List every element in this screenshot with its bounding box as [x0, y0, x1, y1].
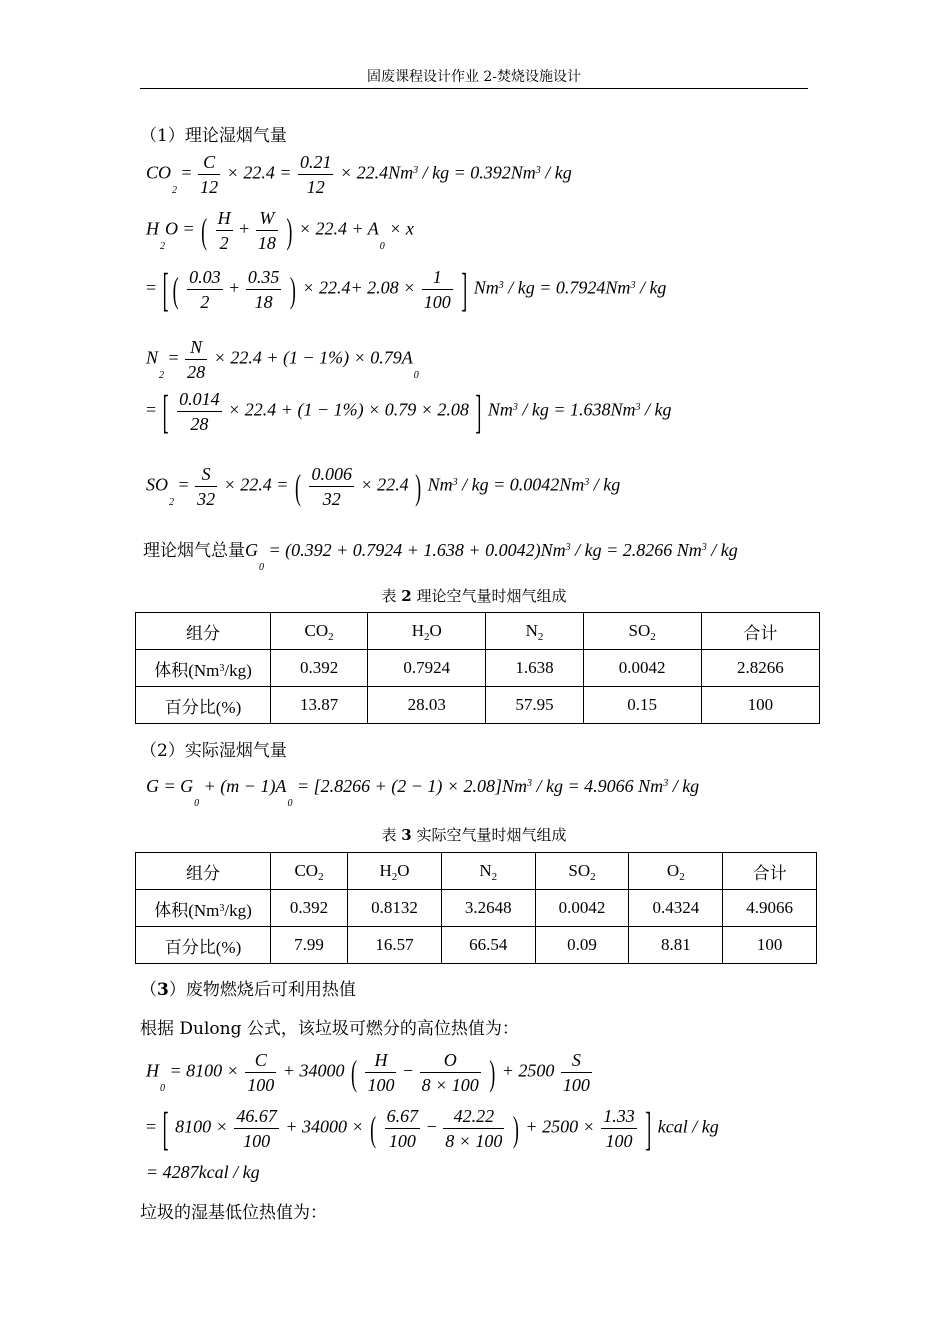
- eq-h0-result: = 4287kcal / kg: [146, 1162, 260, 1182]
- eq-so2: $SO_2$ = $\frac{S}{32}$ × 22.4 = ( $\frac{0.006}{32}$ × 22.4 ) Nm$^3$ / kg = $0.0042Nm^3$ / kg: [146, 464, 621, 509]
- table-cell: 100: [723, 927, 817, 964]
- table-cell: 0.8132: [348, 890, 442, 927]
- table-cell: 0.7924: [368, 650, 486, 687]
- table-row: [136, 687, 820, 724]
- table-cell: 1.638: [486, 650, 583, 687]
- table2-h-component: 组分: [136, 613, 271, 650]
- eq-h0: $H_0 = 8100$ × $\frac{C}{100}$ + 34000 ( $\frac{H}{100}$ − $\frac{O}{8 \times 100}$ ) + 2500 $\frac{S}{100}$: [146, 1050, 590, 1095]
- table-cell: 4.9066: [723, 890, 817, 927]
- table-cell: 16.57: [348, 927, 442, 964]
- table-cell: 28.03: [368, 687, 486, 724]
- table-row: [136, 613, 820, 650]
- section2-title: （2）实际湿烟气量: [140, 741, 287, 761]
- table2-h-h2o: $H_2O$: [368, 613, 486, 650]
- paragraph-lhv: 垃圾的湿基低位热值为：: [140, 1203, 327, 1223]
- table2: [135, 612, 820, 724]
- table2-r2-label: 百分比(%): [136, 687, 271, 724]
- table-cell: 0.392: [271, 890, 348, 927]
- table3-r1-label: 体积(Nm$^3$/kg): [136, 890, 271, 927]
- table-row: [136, 927, 817, 964]
- table2-h-co2: $CO_2$: [271, 613, 368, 650]
- table3-h-so2: $SO_2$: [535, 853, 629, 890]
- table3-h-o2: $O_2$: [629, 853, 723, 890]
- table-cell: 66.54: [441, 927, 535, 964]
- table-cell: 8.81: [629, 927, 723, 964]
- eq-g0: 理论烟气总量$G_0 = (0.392 + 0.7924 + 1.638 + 0.0042)Nm^3$ / kg = 2.8266 Nm$^3$ / kg: [143, 540, 738, 573]
- table3-caption: 表 3 实际空气量时烟气组成: [381, 826, 567, 844]
- eq-n2: $N_2$ = $\frac{N}{28}$ × $22.4 + (1 - 1\%) \times 0.79A_0$: [146, 337, 419, 382]
- section3-title: （3）废物燃烧后可利用热值: [140, 980, 356, 1000]
- table-row: [136, 853, 817, 890]
- table2-h-n2: $N_2$: [486, 613, 583, 650]
- table3-h-h2o: $H_2O$: [348, 853, 442, 890]
- eq-h0-value: = [ 8100 × $\frac{46.67}{100}$ + 34000 × ( $\frac{6.67}{100}$ − $\frac{42.22}{8 \times 100}$ ) + 2500 × $\frac{1.33}{100}$ ] kcal / kg: [146, 1102, 719, 1155]
- table3-h-co2: $CO_2$: [271, 853, 348, 890]
- eq-n2-value: = [ $\frac{0.014}{28}$ × 22.4 + (1 − 1%) × 0.79 × 2.08 ] Nm$^3$ / kg = $1.638Nm^3$ / kg: [146, 385, 672, 438]
- table3-r2-label: 百分比(%): [136, 927, 271, 964]
- table-cell: 0.15: [583, 687, 701, 724]
- eq-h2o: $H_2O$ = ( $\frac{H}{2}$ + $\frac{W}{18}$ ) × $22.4 + A_0 \times x$: [146, 208, 414, 253]
- section1-title: （1）理论湿烟气量: [140, 126, 287, 146]
- eq-h2o-value: = [ ( $\frac{0.03}{2}$ + $\frac{0.35}{18}$ ) × 22.4+ 2.08 × $\frac{1}{100}$ ] Nm$^3$ / kg = $0.7924Nm^3$ / kg: [146, 263, 667, 316]
- table-cell: 57.95: [486, 687, 583, 724]
- table-cell: 0.09: [535, 927, 629, 964]
- table-cell: 0.0042: [535, 890, 629, 927]
- table3-h-component: 组分: [136, 853, 271, 890]
- eq-g: $G = G_0 + (m - 1)A_0 = [2.8266 + (2 - 1) \times 2.08]Nm^3$ / kg = 4.9066 Nm$^3$ / kg: [146, 776, 700, 809]
- table-cell: 0.392: [271, 650, 368, 687]
- running-header: 固废课程设计作业 2-焚烧设施设计: [366, 69, 582, 85]
- table-cell: 3.2648: [441, 890, 535, 927]
- table-cell: 0.0042: [583, 650, 701, 687]
- paragraph-dulong: 根据 Dulong 公式，该垃圾可燃分的高位热值为：: [140, 1019, 519, 1039]
- table-row: [136, 650, 820, 687]
- table2-h-so2: $SO_2$: [583, 613, 701, 650]
- table-row: [136, 890, 817, 927]
- table2-r1-label: 体积(Nm$^3$/kg): [136, 650, 271, 687]
- table3-h-total: 合计: [723, 853, 817, 890]
- table-cell: 2.8266: [701, 650, 819, 687]
- table-cell: 7.99: [271, 927, 348, 964]
- eq-co2: $CO_2$ = $\frac{C}{12}$ × 22.4 = $\frac{0.21}{12}$ × $22.4Nm^3$ / kg = $0.392Nm^3$ / kg: [146, 152, 572, 197]
- table2-h-total: 合计: [701, 613, 819, 650]
- table3: [135, 852, 817, 964]
- table3-h-n2: $N_2$: [441, 853, 535, 890]
- header-rule: [140, 88, 808, 89]
- table-cell: 0.4324: [629, 890, 723, 927]
- table-cell: 13.87: [271, 687, 368, 724]
- table2-caption: 表 2 理论空气量时烟气组成: [381, 587, 567, 605]
- table-cell: 100: [701, 687, 819, 724]
